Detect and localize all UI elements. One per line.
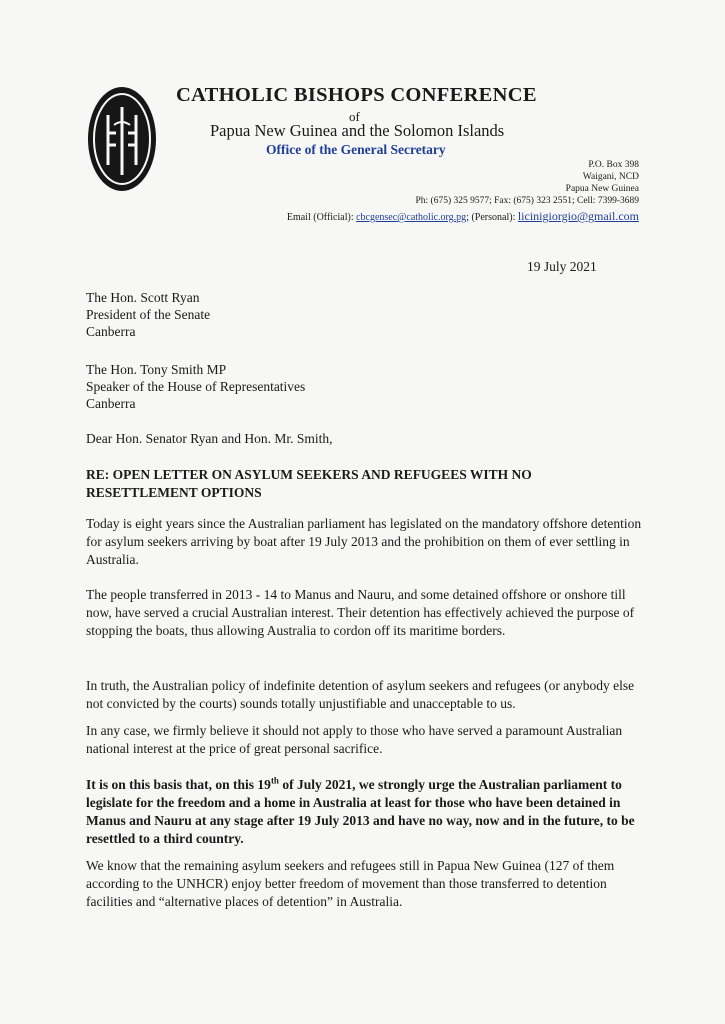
body-paragraph: In any case, we firmly believe it should not apply to those who have served a paramount Australian national interest at the price of great personal sacrifice. bbox=[86, 723, 623, 756]
body-paragraph-last: We know that the remaining asylum seekers and refugees still in Papua New Guinea (127 of them according to the UNHCR) enjoy better freedom of movement than those transferred to detention facilities and “alternative places of detention” in Australia. bbox=[86, 858, 615, 909]
recipient-1-line: The Hon. Scott Ryan bbox=[86, 290, 200, 305]
email-row bbox=[287, 209, 639, 224]
contact-numbers: Ph: (675) 325 9577; Fax: (675) 323 2551; Cell: 7399-3689 bbox=[415, 196, 639, 206]
appeal-text-end: of July 2021, we strongly urge the Australian parliament to legislate for the freedom and a home in Australia at least for those who have been detained in Manus and Nauru at any stage after 19 July 2013 and have no way, now and in the future, to be resettled to a third country. bbox=[86, 777, 635, 846]
organization-of: of bbox=[349, 109, 360, 124]
address-country: Papua New Guinea bbox=[565, 184, 639, 194]
recipient-1-line: Canberra bbox=[86, 324, 136, 339]
address-city: Waigani, NCD bbox=[582, 172, 639, 182]
email-official-link[interactable]: cbcgensec@catholic.org.pg bbox=[356, 212, 467, 223]
recipient-1-line: President of the Senate bbox=[86, 307, 211, 322]
subject-line: RE: OPEN LETTER ON ASYLUM SEEKERS AND REFUGEES WITH NO RESETTLEMENT OPTIONS bbox=[86, 467, 532, 500]
body-paragraph: In truth, the Australian policy of indefinite detention of asylum seekers and refugees (or anybody else not convicted by the courts) sounds totally unjustifiable and unacceptable to us. bbox=[86, 678, 635, 711]
appeal-superscript: th bbox=[270, 775, 279, 786]
address-po-box: P.O. Box 398 bbox=[588, 160, 639, 170]
office-title: Office of the General Secretary bbox=[266, 142, 446, 157]
bold-appeal-paragraph bbox=[86, 776, 646, 848]
recipient-address-1 bbox=[86, 289, 210, 340]
recipient-2-line: Canberra bbox=[86, 396, 136, 411]
recipient-address-2 bbox=[86, 361, 305, 412]
organization-region: Papua New Guinea and the Solomon Islands bbox=[210, 121, 505, 140]
bishops-conference-logo-icon bbox=[86, 85, 158, 193]
email-personal-link[interactable]: licinigiorgio@gmail.com bbox=[517, 209, 639, 223]
letter-date: 19 July 2021 bbox=[527, 259, 597, 274]
recipient-2-line: Speaker of the House of Representatives bbox=[86, 379, 306, 394]
recipient-2-line: The Hon. Tony Smith MP bbox=[86, 362, 227, 377]
salutation: Dear Hon. Senator Ryan and Hon. Mr. Smith, bbox=[86, 431, 333, 446]
email-personal-label: ; (Personal): bbox=[466, 212, 516, 223]
body-paragraph: The people transferred in 2013 - 14 to Manus and Nauru, and some detained offshore or onshore till now, have served a crucial Australian interest. Their detention has effectively achieved the purpose of stopping the boats, thus allowing Australia to cordon off its maritime borders. bbox=[86, 587, 635, 638]
appeal-text-start: It is on this basis that, on this 19 bbox=[86, 777, 271, 792]
organization-title: CATHOLIC BISHOPS CONFERENCE bbox=[176, 84, 537, 106]
body-paragraph: Today is eight years since the Australian parliament has legislated on the mandatory offshore detention for asylum seekers arriving by boat after 19 July 2013 and the prohibition on them of ever settling in Australia. bbox=[86, 516, 642, 567]
email-official-label: Email (Official): bbox=[286, 212, 354, 223]
